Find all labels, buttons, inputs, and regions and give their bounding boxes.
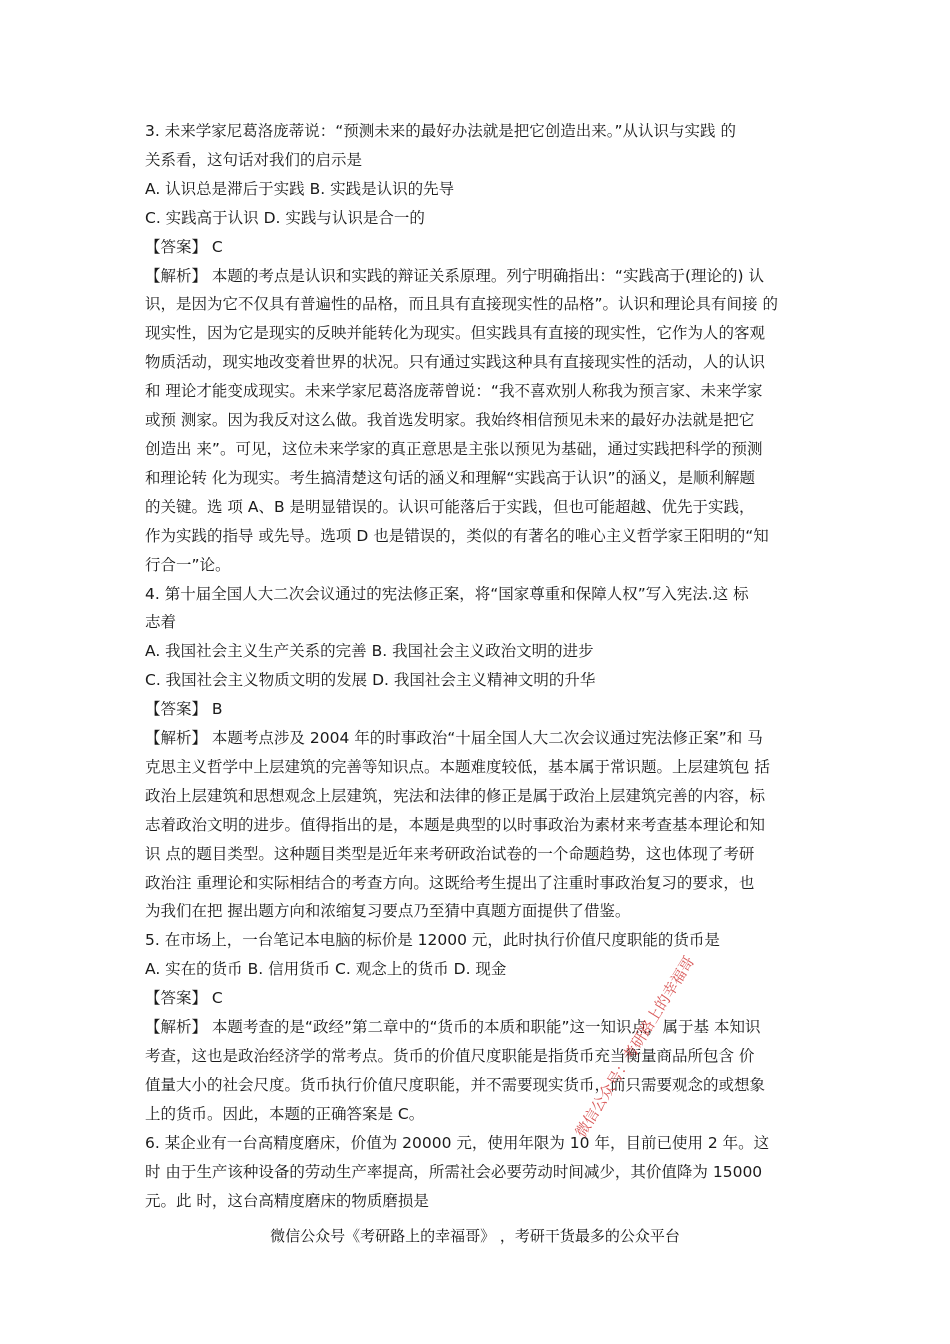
text-line: 物质活动，现实地改变着世界的状况。只有通过实践这种具有直接现实性的活动，人的认识 <box>145 353 766 372</box>
text-line: 行合一”论。 <box>145 555 231 574</box>
text-line: A. 我国社会主义生产关系的完善 B. 我国社会主义政治文明的进步 <box>145 642 594 661</box>
text-line: 作为实践的指导 或先导。选项 D 也是错误的，类似的有著名的唯心主义哲学家王阳明的“知 <box>145 526 769 545</box>
text-line: 创造出 来”。可见，这位未来学家的真正意思是主张以预见为基础，通过实践把科学的预测 <box>145 439 763 458</box>
text-line: 元。此 时，这台高精度磨床的物质磨损是 <box>145 1191 429 1210</box>
text-line: 和理论转 化为现实。考生搞清楚这句话的涵义和理解“实践高于认识”的涵义，是顺利解题 <box>145 468 755 487</box>
text-line: 时 由于生产该种设备的劳动生产率提高，所需社会必要劳动时间减少，其价值降为 15000 <box>145 1162 763 1181</box>
text-line: A. 认识总是滞后于实践 B. 实践是认识的先导 <box>145 179 455 198</box>
page-footer: 微信公众号《考研路上的幸福哥》 ，考研干货最多的公众平台 <box>270 1227 680 1245</box>
text-line: C. 实践高于认识 D. 实践与认识是合一的 <box>145 208 425 227</box>
text-line: 值量大小的社会尺度。货币执行价值尺度职能，并不需要现实货币，而只需要观念的或想象 <box>145 1075 766 1094</box>
text-line: 或预 测家。因为我反对这么做。我首选发明家。我始终相信预见未来的最好办法就是把它 <box>145 411 755 430</box>
document-body <box>145 117 810 1215</box>
text-line: 克思主义哲学中上层建筑的完善等知识点。本题难度较低，基本属于常识题。上层建筑包 括 <box>145 757 770 776</box>
text-line: 5. 在市场上，一台笔记本电脑的标价是 12000 元，此时执行价值尺度职能的货币是 <box>145 931 720 950</box>
text-line: 考查，这也是政治经济学的常考点。货币的价值尺度职能是指货币充当衡量商品所包含 价 <box>145 1047 755 1065</box>
text-line: 3. 未来学家尼葛洛庞蒂说：“预测未来的最好办法就是把它创造出来。”从认识与实践 的 <box>145 122 736 140</box>
text-line: 的关键。选 项 A、B 是明显错误的。认识可能落后于实践，但也可能超越、优先于实践， <box>145 497 755 516</box>
text-line: 【解析】 本题考查的是“政经”第二章中的“货币的本质和职能”这一知识点，属于基 本知识 <box>145 1018 761 1037</box>
text-line: 【答案】 C <box>145 237 223 256</box>
text-line: 6. 某企业有一台高精度磨床，价值为 20000 元，使用年限为 10 年，目前已使用 2 年。这 <box>145 1133 770 1152</box>
text-line: 和 理论才能变成现实。未来学家尼葛洛庞蒂曾说：“我不喜欢别人称我为预言家、未来学家 <box>145 382 763 401</box>
text-line: 志着 <box>145 613 177 632</box>
text-line: 志着政治文明的进步。值得指出的是，本题是典型的以时事政治为素材来考查基本理论和知 <box>145 815 766 834</box>
text-line: 为我们在把 握出题方向和浓缩复习要点乃至猜中真题方面提供了借鉴。 <box>145 902 631 921</box>
text-line: 识，是因为它不仅具有普遍性的品格，而且具有直接现实性的品格”。认识和理论具有间接 的 <box>145 295 778 314</box>
text-line: 【解析】 本题考点涉及 2004 年的时事政治“十届全国人大二次会议通过宪法修正案”和 马 <box>145 729 763 748</box>
text-line: 识 点的题目类型。这种题目类型是近年来考研政治试卷的一个命题趋势，这也体现了考研 <box>145 844 755 863</box>
text-line: 【答案】 B <box>145 700 223 719</box>
text-line: 【答案】 C <box>145 989 223 1008</box>
text-line: 4. 第十届全国人大二次会议通过的宪法修正案，将“国家尊重和保障人权”写入宪法.这 标 <box>145 584 749 603</box>
text-line: C. 我国社会主义物质文明的发展 D. 我国社会主义精神文明的升华 <box>145 671 596 690</box>
text-line: A. 实在的货币 B. 信用货币 C. 观念上的货币 D. 现金 <box>145 960 507 979</box>
text-line: 上的货币。因此，本题的正确答案是 C。 <box>145 1104 425 1123</box>
text-line: 【解析】 本题的考点是认识和实践的辩证关系原理。列宁明确指出：“实践高于(理论的) 认 <box>145 266 764 285</box>
text-line: 政治注 重理论和实际相结合的考查方向。这既给考生提出了注重时事政治复习的要求，也 <box>145 873 755 892</box>
watermark: 微信公众号：考研路上的幸福哥 <box>571 952 699 1141</box>
text-line: 政治上层建筑和思想观念上层建筑，宪法和法律的修正是属于政治上层建筑完善的内容，标 <box>145 786 766 805</box>
text-line: 现实性，因为它是现实的反映并能转化为现实。但实践具有直接的现实性，它作为人的客观 <box>145 324 766 343</box>
text-line: 关系看，这句话对我们的启示是 <box>145 150 363 169</box>
